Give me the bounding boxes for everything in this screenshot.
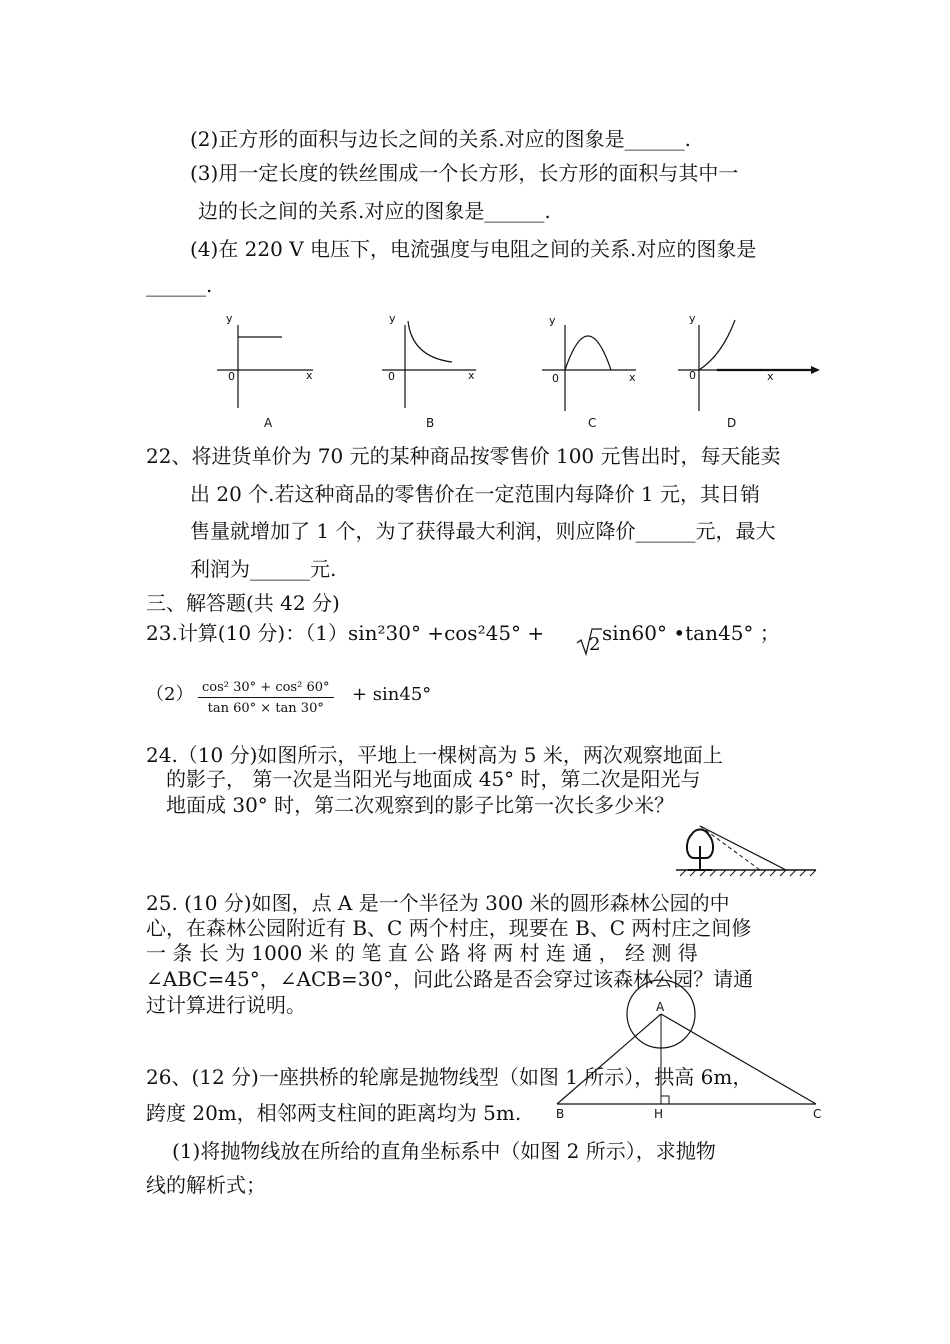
- q26-line2: 跨度 20m，相邻两支柱间的距离均为 5m.: [146, 1101, 522, 1125]
- q21-item4-line1: (4)在 220 V 电压下，电流强度与电阻之间的关系.对应的图象是: [190, 237, 757, 261]
- graph-a-x-label: x: [306, 369, 313, 382]
- graph-a: [205, 305, 325, 430]
- point-a-label: A: [656, 1000, 665, 1014]
- graph-a-caption: A: [264, 416, 273, 430]
- sqrt-radicand: 2: [589, 634, 601, 655]
- q23-part2-label: （2）: [146, 684, 194, 705]
- q22-line2: 出 20 个.若这种商品的零售价在一定范围内每降价 1 元，其日销: [190, 482, 760, 506]
- q22-line3: 售量就增加了 1 个，为了获得最大利润，则应降价______元，最大: [190, 519, 776, 543]
- graph-c-caption: C: [588, 416, 597, 430]
- q21-item3-line1: (3)用一定长度的铁丝围成一个长方形，长方形的面积与其中一: [190, 161, 739, 185]
- q23-part2-post: + sin45°: [352, 684, 432, 705]
- section-title: 三、解答题(共 42 分): [146, 591, 340, 615]
- q24-line3: 地面成 30° 时，第二次观察到的影子比第一次长多少米？: [166, 793, 675, 817]
- q26-line3: (1)将抛物线放在所给的直角坐标系中（如图 2 所示），求抛物: [172, 1139, 716, 1163]
- q24-line2: 的影子， 第一次是当阳光与地面成 45° 时，第二次是阳光与: [166, 767, 701, 791]
- point-c-label: C: [813, 1107, 822, 1121]
- graph-a-origin: 0: [228, 370, 235, 383]
- q25-line1: 25. (10 分)如图，点 A 是一个半径为 300 米的圆形森林公园的中: [146, 891, 730, 915]
- q25-line4: ∠ABC=45°，∠ACB=30°，问此公路是否会穿过该森林公园？请通: [146, 967, 754, 991]
- graph-d-caption: D: [727, 416, 737, 430]
- q24-line1: 24.（10 分)如图所示，平地上一棵树高为 5 米，两次观察地面上: [146, 743, 723, 767]
- q23-fraction-denominator: tan 60° × tan 30°: [207, 701, 324, 716]
- q22-line4: 利润为______元.: [190, 557, 337, 581]
- q21-item3-line2: 边的长之间的关系.对应的图象是______.: [198, 199, 551, 223]
- graph-a-y-label: y: [226, 312, 233, 325]
- q22-line1: 22、将进货单价为 70 元的某种商品按零售价 100 元售出时，每天能卖: [146, 444, 781, 468]
- graph-d-y-label: y: [689, 312, 696, 325]
- q23-part1-pre: 23.计算(10 分)：（1）sin²30° +cos²45° +: [146, 621, 545, 645]
- graph-d-origin: 0: [689, 369, 696, 382]
- tree-shadow-figure: [676, 818, 826, 878]
- graph-c-y-label: y: [549, 314, 556, 327]
- q26-line4: 线的解析式；: [146, 1173, 266, 1197]
- q21-item2: (2)正方形的面积与边长之间的关系.对应的图象是______.: [190, 127, 692, 151]
- graph-b-caption: B: [426, 416, 435, 430]
- point-h-label: H: [654, 1107, 664, 1121]
- q23-fraction: [198, 680, 334, 716]
- graph-b: [372, 305, 492, 430]
- graph-c-origin: 0: [552, 372, 559, 385]
- q23-part1-post: sin60° •tan45° ；: [602, 621, 780, 645]
- forest-park-figure: [548, 985, 838, 1125]
- graph-b-x-label: x: [468, 369, 475, 382]
- q21-item4-line2: ______.: [146, 273, 213, 297]
- q23-fraction-numerator: cos² 30° + cos² 60°: [198, 680, 334, 698]
- q25-line3: 一 条 长 为 1000 米 的 笔 直 公 路 将 两 村 连 通 ， 经 测 得: [146, 941, 698, 965]
- graph-b-y-label: y: [389, 312, 396, 325]
- q25-line5: 过计算进行说明。: [146, 993, 306, 1017]
- point-b-label: B: [556, 1107, 565, 1121]
- q25-line2: 心，在森林公园附近有 B、C 两个村庄，现要在 B、C 两村庄之间修: [146, 916, 752, 940]
- graph-b-origin: 0: [388, 370, 395, 383]
- graph-d-x-label: x: [767, 370, 774, 383]
- graph-c: [532, 305, 652, 430]
- q26-line1: 26、(12 分)一座拱桥的轮廓是抛物线型（如图 1 所示），拱高 6m，: [146, 1065, 753, 1089]
- graph-d: [672, 305, 822, 430]
- graph-c-x-label: x: [629, 371, 636, 384]
